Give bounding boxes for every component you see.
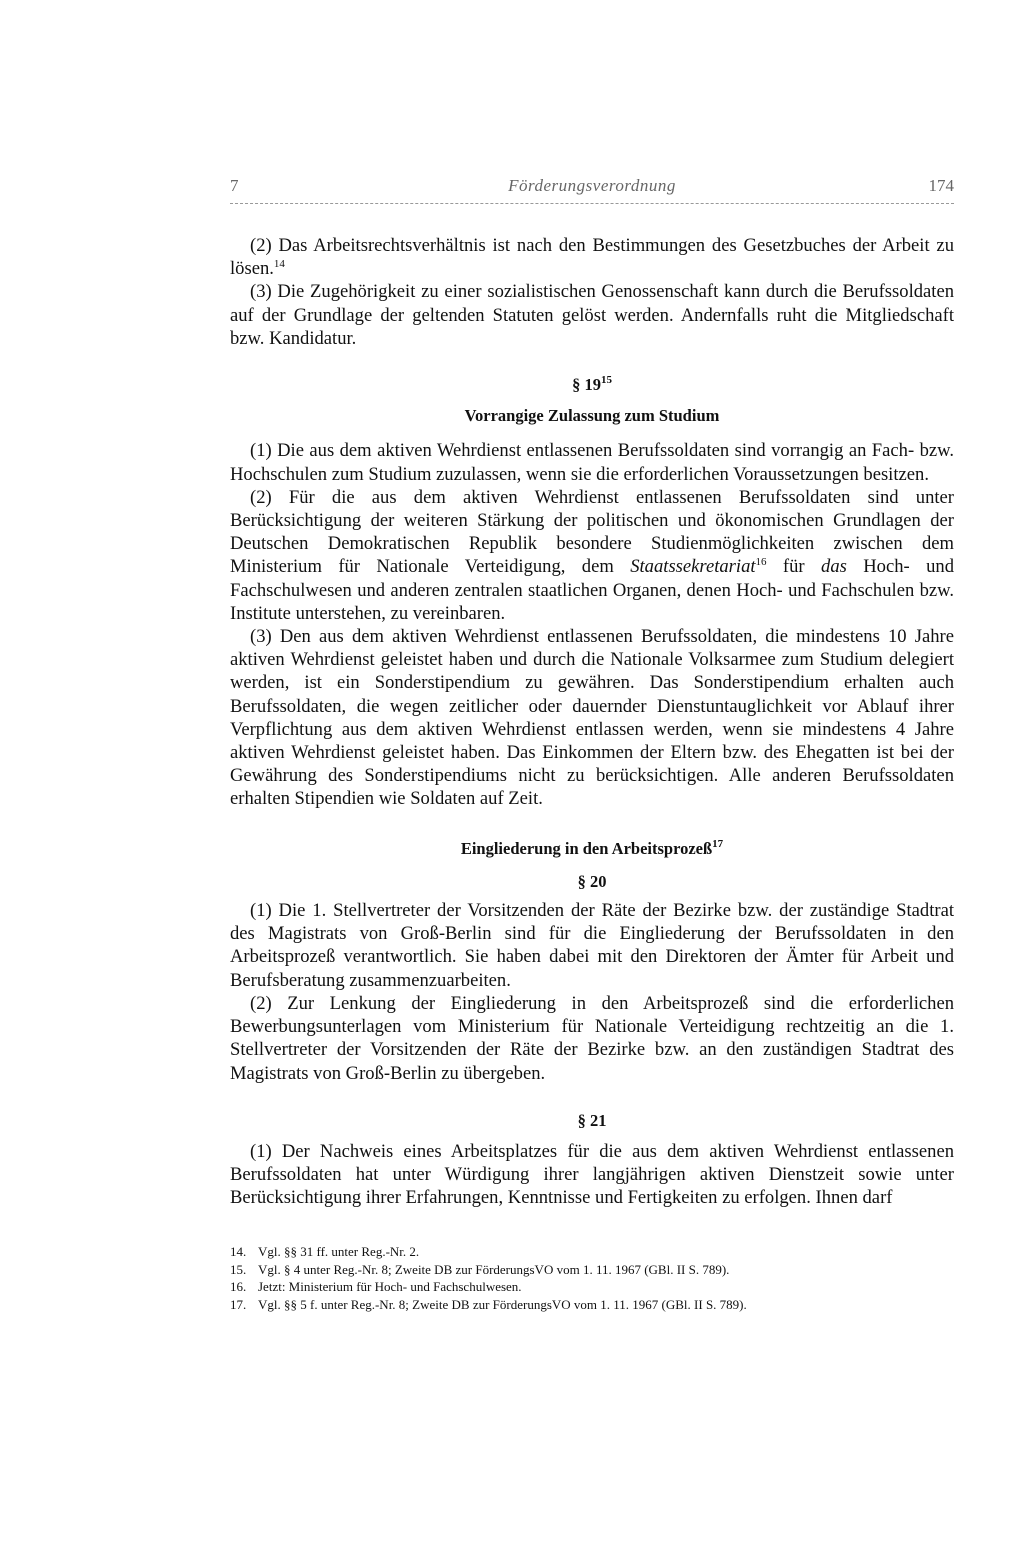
paragraph-20-1: (1) Die 1. Stellvertreter der Vorsitzenden der Räte der Bezirke bzw. der zuständige Stadtrat des Magistrats von Groß-Berlin sind für die Eingliederung der Berufssoldaten in den Arbeitsprozeß verantwortlich. Sie haben dabei mit den Direktoren der Ämter für Arbeit und Berufsberatung zusammenzuarbeiten.: [230, 900, 954, 991]
footnote: 16. Jetzt: Ministerium für Hoch- und Fachschulwesen.: [230, 1279, 522, 1294]
footnote-ref-17: 17: [712, 837, 724, 850]
header-rule: [230, 203, 954, 204]
paragraph-19-1: (1) Die aus dem aktiven Wehrdienst entlassenen Berufssoldaten sind vorrangig an Fach- bzw. Hochschulen zum Studium zuzulassen, wenn sie die erforderlichen Voraussetzungen besitzen.: [230, 440, 954, 485]
footnote: 17. Vgl. §§ 5 f. unter Reg.-Nr. 8; Zweite DB zur FörderungsVO vom 1. 11. 1967 (GBl. II S. 789).: [230, 1296, 747, 1312]
paragraph-20-2: (2) Zur Lenkung der Eingliederung in den Arbeitsprozeß sind die erforderlichen Bewerbungsunterlagen vom Ministerium für Nationale Verteidigung rechtzeitig an die 1. Stellvertreter der Vorsitzenden der Räte der Bezirke bzw. an den zuständigen Stadtrat des Magistrats von Groß-Berlin zu übergeben.: [230, 992, 954, 1084]
document-body: [230, 234, 954, 1210]
footnote: 14. Vgl. §§ 31 ff. unter Reg.-Nr. 2.: [230, 1244, 420, 1259]
header-left-mark: 7: [230, 176, 239, 195]
footnotes: [230, 1243, 954, 1313]
paragraph-18-3: (3) Die Zugehörigkeit zu einer sozialistischen Genossenschaft kann durch die Berufssoldaten auf der Grundlage der geltenden Statuten gelöst werden. Andernfalls ruht die Mitgliedschaft bzw. Kandidatur.: [230, 281, 954, 349]
section-19-heading: § $19^{15}$: [572, 374, 612, 395]
section-21-heading: § 21: [577, 1110, 607, 1130]
running-header: [230, 170, 954, 200]
group-heading-arbeitsprozess: Eingliederung in den Arbeitsprozeß$^{17}$: [460, 837, 724, 858]
footnote-ref-15: 15: [600, 374, 612, 387]
paragraph-19-2: (2) Für die aus dem aktiven Wehrdienst entlassenen Berufssoldaten sind unter Berücksichtigung der weiteren Stärkung der politischen und ökonomischen Grundlagen der Deutschen Demokratischen Republik besondere Studienmöglichkeiten zwischen dem Ministerium für Nationale Verteidigung, dem Staatssekretariat$^{16}$ für das Hoch- und Fachschulwesen und anderen zentralen staatlichen Organen, denen Hoch- und Fachschulen bzw. Institute unterstehen, zu vereinbaren.: [230, 486, 954, 624]
paragraph-21-1: (1) Der Nachweis eines Arbeitsplatzes für die aus dem aktiven Wehrdienst entlassenen Berufssoldaten hat unter Würdigung ihrer langjährigen aktiven Dienstzeit sowie unter Berücksichtigung ihrer Erfahrungen, Kenntnisse und Fertigkeiten zu erfolgen. Ihnen darf: [230, 1140, 954, 1209]
footnote-ref-14: 14: [273, 258, 285, 271]
paragraph-18-2: (2) Das Arbeitsrechtsverhältnis ist nach den Bestimmungen des Gesetzbuches der Arbeit zu lösen.$^{14}$: [230, 235, 954, 280]
page-number: 174: [928, 176, 954, 195]
paragraph-19-3: (3) Den aus dem aktiven Wehrdienst entlassenen Berufssoldaten, die mindestens 10 Jahre aktiven Wehrdienst geleistet haben und durch die Nationale Volksarmee zum Studium delegiert werden, ist ein Sonderstipendium zu gewähren. Das Sonderstipendium erhalten auch Berufssoldaten, die wegen zeitlicher oder dauernder Dienstuntauglichkeit vor Ablauf ihrer Verpflichtung aus dem aktiven Wehrdienst entlassen werden, wenn sie mindestens 4 Jahre aktiven Wehrdienst geleistet haben. Das Einkommen der Eltern bzw. des Ehegatten ist bei der Gewährung des Sonderstipendiums nicht zu berücksichtigen. Alle anderen Berufssoldaten erhalten Stipendien wie Soldaten auf Zeit.: [230, 626, 954, 810]
section-19-title: Vorrangige Zulassung zum Studium: [464, 406, 720, 426]
footnote: 15. Vgl. § 4 unter Reg.-Nr. 8; Zweite DB zur FörderungsVO vom 1. 11. 1967 (GBl. II S. 789).: [230, 1261, 730, 1277]
footnote-ref-16: 16: [755, 556, 767, 569]
section-20-heading: § 20: [577, 871, 607, 891]
header-title: Förderungsverordnung: [508, 176, 676, 195]
